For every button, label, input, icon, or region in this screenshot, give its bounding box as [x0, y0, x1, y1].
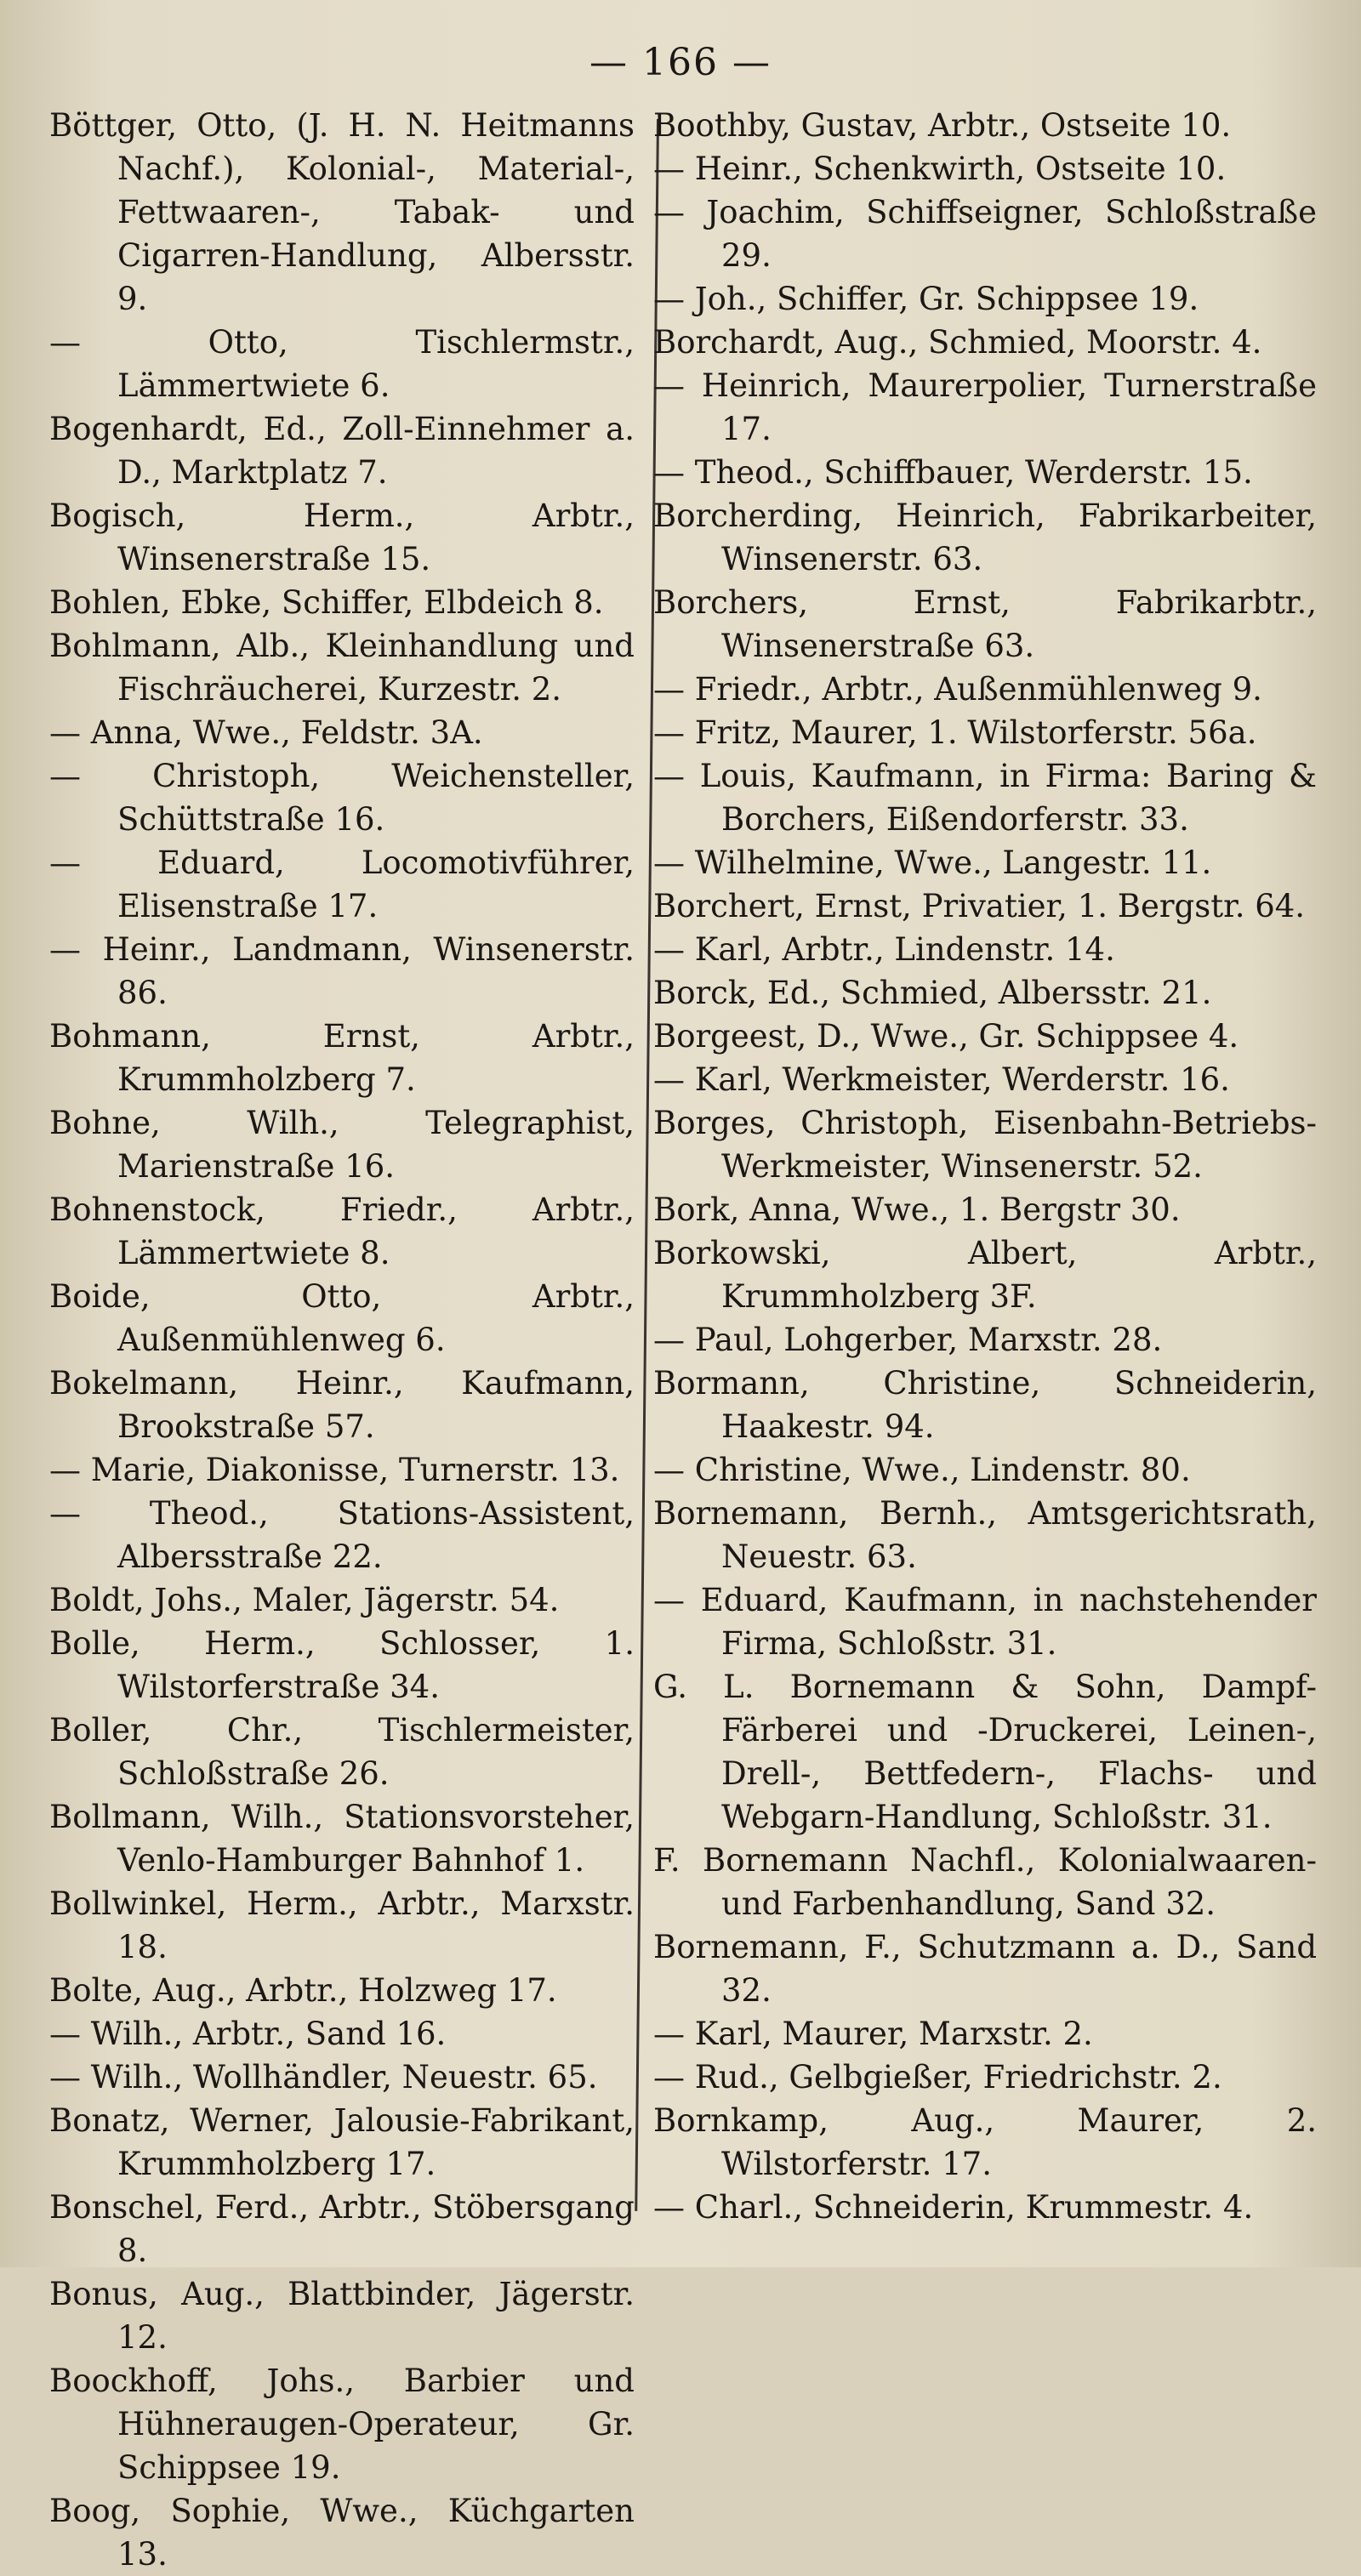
- directory-entry: Bokelmann, Heinr., Kaufmann, Brookstraße 57.: [49, 1365, 635, 1445]
- directory-entry: Borck, Ed., Schmied, Albersstr. 21.: [653, 975, 1212, 1011]
- directory-entry: Bogenhardt, Ed., Zoll-Einnehmer a. D., Marktplatz 7.: [49, 411, 635, 491]
- directory-entry: Böttger, Otto, (J. H. N. Heitmanns Nachf.), Kolonial-, Material-, Fettwaaren-, Tabak- und Cigarren-Handlung, Albersstr. 9.: [49, 107, 635, 317]
- directory-entry: Borchert, Ernst, Privatier, 1. Bergstr. 64.: [653, 888, 1306, 924]
- directory-entry: — Joh., Schiffer, Gr. Schippsee 19.: [653, 281, 1199, 317]
- directory-entry: Boockhoff, Johs., Barbier und Hühneraugen-Operateur, Gr. Schippsee 19.: [49, 2363, 635, 2486]
- directory-entry: Bohne, Wilh., Telegraphist, Marienstraße 16.: [49, 1105, 635, 1185]
- directory-entry: — Rud., Gelbgießer, Friedrichstr. 2.: [653, 2059, 1222, 2095]
- directory-entry: Bornemann, F., Schutzmann a. D., Sand 32.: [653, 1929, 1317, 2009]
- directory-entry: — Eduard, Kaufmann, in nachstehender Firma, Schloßstr. 31.: [653, 1582, 1317, 1662]
- directory-entry: — Joachim, Schiffseigner, Schloßstraße 29.: [653, 194, 1317, 274]
- directory-entry: G. L. Bornemann & Sohn, Dampf-Färberei und -Druckerei, Leinen-, Drell-, Bettfedern-, Flachs- und Webgarn-Handlung, Schloßstr. 31.: [653, 1669, 1317, 1835]
- directory-entry: Borcherding, Heinrich, Fabrikarbeiter, Winsenerstr. 63.: [653, 498, 1317, 577]
- directory-entry: — Otto, Tischlermstr., Lämmertwiete 6.: [49, 324, 635, 404]
- directory-entry: Boothby, Gustav, Arbtr., Ostseite 10.: [653, 107, 1232, 144]
- directory-entry: Bonus, Aug., Blattbinder, Jägerstr. 12.: [49, 2276, 635, 2356]
- directory-entry: Boog, Sophie, Wwe., Küchgarten 13.: [49, 2493, 635, 2573]
- directory-entry: — Christoph, Weichensteller, Schüttstraße 16.: [49, 758, 635, 838]
- directory-entry: — Karl, Arbtr., Lindenstr. 14.: [653, 931, 1115, 968]
- directory-entry: Bohlmann, Alb., Kleinhandlung und Fischräucherei, Kurzestr. 2.: [49, 628, 635, 708]
- right-column: [653, 104, 1317, 2229]
- directory-entry: — Karl, Maurer, Marxstr. 2.: [653, 2016, 1093, 2052]
- directory-entry: Borkowski, Albert, Arbtr., Krummholzberg 3F.: [653, 1235, 1317, 1315]
- directory-entry: — Theod., Stations-Assistent, Albersstraße 22.: [49, 1495, 635, 1575]
- directory-entry: — Anna, Wwe., Feldstr. 3A.: [49, 714, 483, 751]
- directory-entry: Borgeest, D., Wwe., Gr. Schippsee 4.: [653, 1018, 1239, 1055]
- left-column: [49, 104, 635, 2576]
- directory-entry: — Wilhelmine, Wwe., Langestr. 11.: [653, 844, 1212, 881]
- directory-entry: — Heinr., Landmann, Winsenerstr. 86.: [49, 931, 635, 1011]
- directory-entry: — Wilh., Arbtr., Sand 16.: [49, 2016, 447, 2052]
- directory-entry: — Eduard, Locomotivführer, Elisenstraße 17.: [49, 844, 635, 924]
- directory-entry: Bohnenstock, Friedr., Arbtr., Lämmertwiete 8.: [49, 1191, 635, 1271]
- directory-entry: — Louis, Kaufmann, in Firma: Baring & Borchers, Eißendorferstr. 33.: [653, 758, 1317, 838]
- directory-entry: — Theod., Schiffbauer, Werderstr. 15.: [653, 454, 1253, 491]
- directory-entry: Borges, Christoph, Eisenbahn-Betriebs-Werkmeister, Winsenerstr. 52.: [653, 1105, 1317, 1185]
- directory-entry: Borchardt, Aug., Schmied, Moorstr. 4.: [653, 324, 1262, 361]
- directory-entry: F. Bornemann Nachfl., Kolonialwaaren- und Farbenhandlung, Sand 32.: [653, 1842, 1317, 1922]
- directory-entry: Bormann, Christine, Schneiderin, Haakestr. 94.: [653, 1365, 1317, 1445]
- directory-entry: Bollwinkel, Herm., Arbtr., Marxstr. 18.: [49, 1885, 635, 1965]
- directory-entry: — Charl., Schneiderin, Krummestr. 4.: [653, 2189, 1254, 2226]
- directory-entry: Boide, Otto, Arbtr., Außenmühlenweg 6.: [49, 1278, 635, 1358]
- directory-entry: Bolle, Herm., Schlosser, 1. Wilstorferstraße 34.: [49, 1625, 635, 1705]
- directory-entry: Bornkamp, Aug., Maurer, 2. Wilstorferstr. 17.: [653, 2102, 1317, 2182]
- page-number: — 166 —: [589, 41, 772, 84]
- directory-entry: — Paul, Lohgerber, Marxstr. 28.: [653, 1322, 1163, 1358]
- directory-entry: Boller, Chr., Tischlermeister, Schloßstraße 26.: [49, 1712, 635, 1792]
- directory-entry: Bollmann, Wilh., Stationsvorsteher, Venlo-Hamburger Bahnhof 1.: [49, 1799, 635, 1879]
- directory-entry: Bogisch, Herm., Arbtr., Winsenerstraße 15.: [49, 498, 635, 577]
- directory-entry: Bonatz, Werner, Jalousie-Fabrikant, Krummholzberg 17.: [49, 2102, 635, 2182]
- directory-entry: — Fritz, Maurer, 1. Wilstorferstr. 56a.: [653, 714, 1257, 751]
- directory-entry: Bornemann, Bernh., Amtsgerichtsrath, Neuestr. 63.: [653, 1495, 1317, 1575]
- directory-entry: Borchers, Ernst, Fabrikarbtr., Winsenerstraße 63.: [653, 584, 1317, 664]
- directory-entry: Bohmann, Ernst, Arbtr., Krummholzberg 7.: [49, 1018, 635, 1098]
- directory-entry: Bork, Anna, Wwe., 1. Bergstr 30.: [653, 1191, 1181, 1228]
- directory-entry: — Christine, Wwe., Lindenstr. 80.: [653, 1452, 1191, 1488]
- directory-entry: — Wilh., Wollhändler, Neuestr. 65.: [49, 2059, 598, 2095]
- directory-entry: — Karl, Werkmeister, Werderstr. 16.: [653, 1061, 1230, 1098]
- directory-entry: — Marie, Diakonisse, Turnerstr. 13.: [49, 1452, 620, 1488]
- directory-entry: — Friedr., Arbtr., Außenmühlenweg 9.: [653, 671, 1262, 708]
- directory-entry: Bohlen, Ebke, Schiffer, Elbdeich 8.: [49, 584, 604, 621]
- directory-entry: Bolte, Aug., Arbtr., Holzweg 17.: [49, 1972, 557, 2009]
- directory-entry: Boldt, Johs., Maler, Jägerstr. 54.: [49, 1582, 560, 1618]
- directory-entry: — Heinr., Schenkwirth, Ostseite 10.: [653, 151, 1227, 187]
- directory-entry: Bonschel, Ferd., Arbtr., Stöbersgang 8.: [49, 2189, 635, 2269]
- directory-entry: — Heinrich, Maurerpolier, Turnerstraße 17.: [653, 367, 1317, 447]
